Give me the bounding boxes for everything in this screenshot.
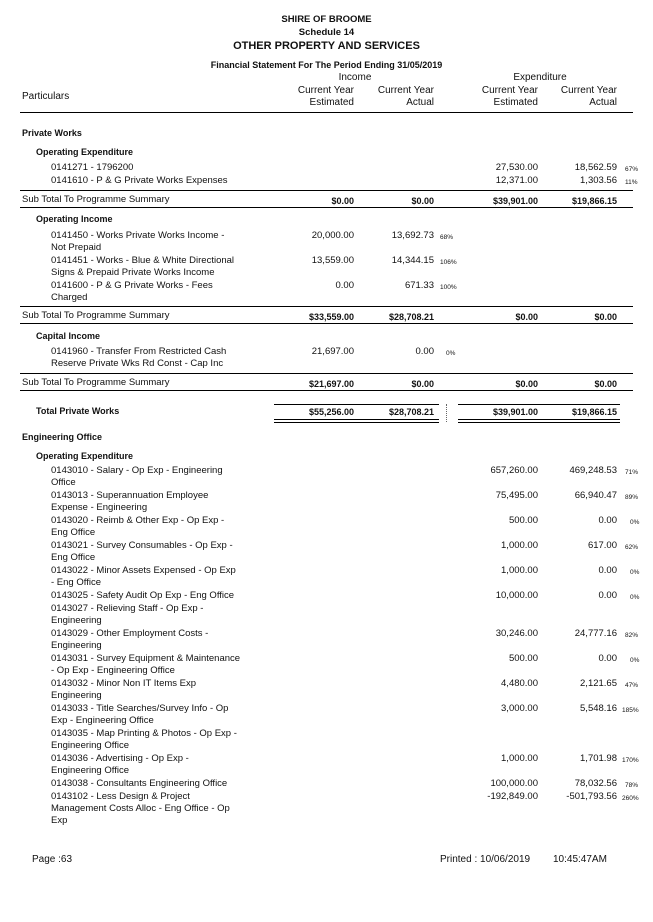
eng-row-exp-est: 1,000.00	[501, 753, 538, 764]
rule	[20, 373, 633, 374]
eng-row-label: 0143035 - Map Printing & Photos - Op Exp -	[51, 728, 237, 739]
total-rule-top	[458, 404, 620, 405]
eng-row-exp-pct: 0%	[630, 657, 640, 664]
eng-row-label: 0143102 - Less Design & Project	[51, 791, 190, 802]
eng-row-exp-est: 30,246.00	[495, 628, 538, 639]
eng-row-label-2: Engineering	[51, 615, 102, 626]
pw-opinc-row-label: 0141451 - Works - Blue & White Directional	[51, 255, 235, 266]
eng-row-label-2: - Eng Office	[51, 577, 101, 588]
eng-row-exp-est: 500.00	[508, 515, 538, 526]
eng-row-exp-est: 1,000.00	[501, 565, 538, 576]
printed-date: Printed : 10/06/2019	[440, 854, 531, 865]
eng-row-exp-est: 4,480.00	[501, 678, 538, 689]
subtotal-exp-act: $19,866.15	[571, 196, 617, 206]
pw-opinc-row-inc-est: 20,000.00	[311, 230, 354, 241]
pw-opexp-row-exp-est: 12,371.00	[495, 175, 538, 186]
eng-row-exp-pct: 47%	[625, 682, 639, 689]
eng-row-label-2: - Op Exp - Engineering Office	[51, 665, 175, 676]
eng-row-exp-act: 5,548.16	[580, 703, 617, 714]
rule	[20, 306, 633, 307]
subtotal-inc-est: $0.00	[331, 196, 354, 206]
eng-row-exp-act: 617.00	[587, 540, 617, 551]
pw-opinc-row-inc-est: 13,559.00	[311, 255, 354, 266]
eng-row-exp-act: -501,793.56	[566, 791, 617, 802]
report-title: OTHER PROPERTY AND SERVICES	[233, 40, 420, 52]
pw-opexp-row-exp-pct: 11%	[625, 179, 638, 186]
eng-row-exp-act: 469,248.53	[569, 465, 617, 476]
eng-row-exp-act: 0.00	[598, 590, 617, 601]
total-double-rule	[274, 419, 439, 423]
pw-opexp-row-exp-act: 18,562.59	[574, 162, 617, 173]
eng-row-exp-act: 0.00	[598, 565, 617, 576]
eng-row-label: 0143020 - Reimb & Other Exp - Op Exp -	[51, 515, 225, 526]
total-exp-est: $39,901.00	[492, 407, 538, 417]
schedule-label: Schedule 14	[298, 27, 355, 38]
eng-row-exp-pct: 260%	[622, 795, 639, 802]
section-private-works: Private Works	[22, 128, 82, 138]
col-income-est-2: Estimated	[309, 97, 354, 108]
group-operating-expenditure: Operating Expenditure	[36, 451, 134, 461]
col-expenditure: Expenditure	[513, 72, 567, 83]
pw-opinc-row-inc-pct: 68%	[440, 234, 454, 241]
col-exp-est-1: Current Year	[481, 85, 538, 96]
total-inc-act: $28,708.21	[388, 407, 434, 417]
printed-time: 10:45:47AM	[553, 854, 607, 865]
pw-capinc-row-label-2: Reserve Private Wks Rd Const - Cap Inc	[51, 358, 224, 369]
subtotal-inc-act: $28,708.21	[388, 312, 434, 322]
col-income-act-1: Current Year	[377, 85, 434, 96]
eng-row-exp-est: 75,495.00	[495, 490, 538, 501]
eng-row-label-2: Office	[51, 477, 76, 488]
eng-row-exp-act: 0.00	[598, 515, 617, 526]
rule	[20, 390, 633, 391]
pw-opexp-row-exp-pct: 67%	[625, 166, 639, 173]
subtotal-exp-est: $0.00	[515, 379, 538, 389]
rule	[20, 323, 633, 324]
eng-row-label: 0143036 - Advertising - Op Exp -	[51, 753, 189, 764]
eng-row-label: 0143033 - Title Searches/Survey Info - Op	[51, 703, 229, 714]
col-income-act-2: Actual	[406, 97, 434, 108]
subtotal-inc-est: $33,559.00	[308, 312, 354, 322]
group-operating-income: Operating Income	[36, 214, 113, 224]
eng-row-exp-est: 10,000.00	[495, 590, 538, 601]
eng-row-exp-act: 78,032.56	[574, 778, 617, 789]
eng-row-exp-est: 500.00	[508, 653, 538, 664]
eng-row-exp-pct: 0%	[630, 569, 640, 576]
col-exp-act-1: Current Year	[560, 85, 617, 96]
pw-opinc-row-inc-act: 13,692.73	[391, 230, 434, 241]
rule	[20, 190, 633, 191]
eng-row-exp-act: 2,121.65	[580, 678, 617, 689]
subtotal-exp-est: $39,901.00	[492, 196, 538, 206]
pw-capinc-row-inc-est: 21,697.00	[311, 346, 354, 357]
col-exp-est-2: Estimated	[493, 97, 538, 108]
org-name: SHIRE OF BROOME	[281, 14, 372, 25]
subtotal-label: Sub Total To Programme Summary	[22, 377, 170, 388]
subtotal-label: Sub Total To Programme Summary	[22, 194, 170, 205]
pw-opinc-row-label-2: Charged	[51, 292, 88, 303]
subtotal-label: Sub Total To Programme Summary	[22, 310, 170, 321]
group-operating-expenditure: Operating Expenditure	[36, 147, 134, 157]
eng-row-exp-est: -192,849.00	[487, 791, 538, 802]
rule	[20, 207, 633, 208]
eng-row-exp-est: 1,000.00	[501, 540, 538, 551]
eng-row-label: 0143021 - Survey Consumables - Op Exp -	[51, 540, 233, 551]
total-label: Total Private Works	[36, 406, 120, 416]
eng-row-label-2: Eng Office	[51, 527, 96, 538]
pw-capinc-row-inc-act: 0.00	[415, 346, 434, 357]
group-capital-income: Capital Income	[36, 331, 101, 341]
total-inc-est: $55,256.00	[308, 407, 354, 417]
pw-opinc-row-inc-act: 671.33	[404, 280, 434, 291]
col-income-est-1: Current Year	[297, 85, 354, 96]
eng-row-label: 0143027 - Relieving Staff - Op Exp -	[51, 603, 204, 614]
eng-row-label-2: Eng Office	[51, 552, 96, 563]
eng-row-label-2: Management Costs Alloc - Eng Office - Op	[51, 803, 230, 814]
pw-opexp-row-label: 0141610 - P & G Private Works Expenses	[51, 175, 228, 186]
eng-row-label: 0143031 - Survey Equipment & Maintenance	[51, 653, 241, 664]
pw-opinc-row-label: 0141450 - Works Private Works Income -	[51, 230, 225, 241]
pw-opinc-row-label: 0141600 - P & G Private Works - Fees	[51, 280, 213, 291]
subtotal-exp-est: $0.00	[515, 312, 538, 322]
header-rule	[20, 112, 633, 113]
eng-row-label-2: Engineering	[51, 690, 102, 701]
eng-row-exp-pct: 0%	[630, 519, 640, 526]
total-double-rule	[458, 419, 620, 423]
eng-row-label-2: Engineering	[51, 640, 102, 651]
subtotal-exp-act: $0.00	[594, 312, 617, 322]
eng-row-label: 0143013 - Superannuation Employee	[51, 490, 209, 501]
pw-opinc-row-label-2: Signs & Prepaid Private Works Income	[51, 267, 215, 278]
pw-opinc-row-label-2: Not Prepaid	[51, 242, 102, 253]
pw-opinc-row-inc-act: 14,344.15	[391, 255, 434, 266]
subtotal-exp-act: $0.00	[594, 379, 617, 389]
eng-row-exp-pct: 82%	[625, 632, 639, 639]
section-engineering-office: Engineering Office	[22, 432, 103, 442]
col-exp-act-2: Actual	[589, 97, 617, 108]
eng-row-exp-act: 1,701.98	[580, 753, 617, 764]
eng-row-exp-pct: 89%	[625, 494, 639, 501]
eng-row-exp-est: 3,000.00	[501, 703, 538, 714]
eng-row-label-2: Engineering Office	[51, 765, 129, 776]
eng-row-label: 0143025 - Safety Audit Op Exp - Eng Office	[51, 590, 235, 601]
col-particulars: Particulars	[22, 91, 70, 102]
eng-row-exp-pct: 170%	[622, 757, 639, 764]
pw-opexp-row-label: 0141271 - 1796200	[51, 162, 134, 173]
pw-capinc-row-inc-pct: 0%	[446, 350, 456, 357]
col-income: Income	[338, 72, 372, 83]
page-number: Page :63	[32, 854, 73, 865]
eng-row-label-2: Exp - Engineering Office	[51, 715, 154, 726]
pw-opinc-row-inc-pct: 100%	[440, 284, 457, 291]
eng-row-exp-est: 100,000.00	[490, 778, 538, 789]
eng-row-exp-act: 0.00	[598, 653, 617, 664]
eng-row-label-3: Exp	[51, 815, 68, 826]
total-separator	[446, 404, 447, 422]
total-exp-act: $19,866.15	[571, 407, 617, 417]
eng-row-exp-act: 66,940.47	[574, 490, 617, 501]
eng-row-label-2: Expense - Engineering	[51, 502, 148, 513]
pw-capinc-row-label: 0141960 - Transfer From Restricted Cash	[51, 346, 227, 357]
eng-row-exp-pct: 71%	[625, 469, 639, 476]
eng-row-label: 0143029 - Other Employment Costs -	[51, 628, 209, 639]
subtotal-inc-act: $0.00	[411, 379, 434, 389]
total-rule-top	[274, 404, 439, 405]
pw-opexp-row-exp-est: 27,530.00	[495, 162, 538, 173]
pw-opinc-row-inc-est: 0.00	[335, 280, 354, 291]
eng-row-exp-pct: 0%	[630, 594, 640, 601]
eng-row-label-2: Engineering Office	[51, 740, 129, 751]
period-label: Financial Statement For The Period Ending 31/05/2019	[210, 60, 443, 70]
eng-row-exp-est: 657,260.00	[490, 465, 538, 476]
eng-row-exp-pct: 185%	[622, 707, 639, 714]
pw-opinc-row-inc-pct: 106%	[440, 259, 457, 266]
pw-opexp-row-exp-act: 1,303.56	[580, 175, 617, 186]
eng-row-exp-act: 24,777.16	[574, 628, 617, 639]
eng-row-exp-pct: 62%	[625, 544, 639, 551]
eng-row-label: 0143010 - Salary - Op Exp - Engineering	[51, 465, 223, 476]
eng-row-label: 0143022 - Minor Assets Expensed - Op Exp	[51, 565, 236, 576]
subtotal-inc-est: $21,697.00	[308, 379, 354, 389]
eng-row-label: 0143038 - Consultants Engineering Office	[51, 778, 228, 789]
eng-row-exp-pct: 78%	[625, 782, 639, 789]
eng-row-label: 0143032 - Minor Non IT Items Exp	[51, 678, 197, 689]
subtotal-inc-act: $0.00	[411, 196, 434, 206]
